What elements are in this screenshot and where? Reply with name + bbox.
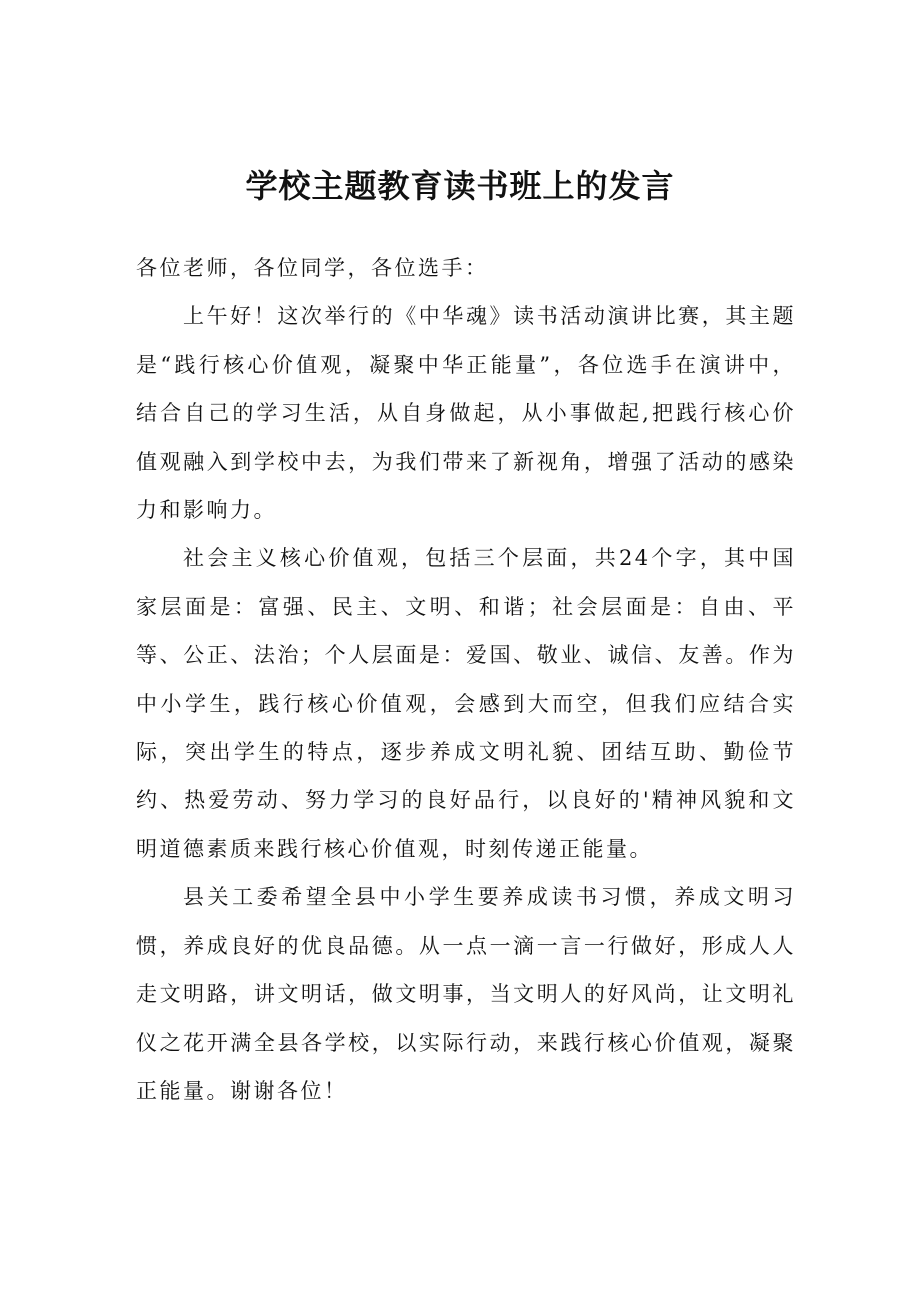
paragraph-3: 县关工委希望全县中小学生要养成读书习惯，养成文明习惯，养成良好的优良品德。从一点一滴一言一行做好，形成人人走文明路，讲文明话，做文明事，当文明人的好风尚，让文明礼仪之花开满全县各学校，以实际行动，来践行核心价值观，凝聚正能量。谢谢各位！ bbox=[136, 885, 796, 1103]
paragraph-2: 社会主义核心价值观，包括三个层面，共24个字，其中国家层面是：富强、民主、文明、和谐；社会层面是：自由、平等、公正、法治；个人层面是：爱国、敬业、诚信、友善。作为中小学生，践行核心价值观，会感到大而空，但我们应结合实际，突出学生的特点，逐步养成文明礼貌、团结互助、勤俭节约、热爱劳动、努力学习的良好品行，以良好的'精神风貌和文明道德素质来践行核心价值观，时刻传递正能量。 bbox=[136, 546, 796, 861]
page-title: 学校主题教育读书班上的发言 bbox=[245, 167, 675, 205]
paragraph-1: 上午好！这次举行的《中华魂》读书活动演讲比赛，其主题是“践行核心价值观，凝聚中华正能量”，各位选手在演讲中，结合自己的学习生活，从自身做起，从小事做起,把践行核心价值观融入到学校中去，为我们带来了新视角，增强了活动的感染力和影响力。 bbox=[136, 304, 796, 523]
greeting-line: 各位老师，各位同学，各位选手： bbox=[136, 256, 489, 280]
document-body bbox=[136, 244, 796, 1115]
